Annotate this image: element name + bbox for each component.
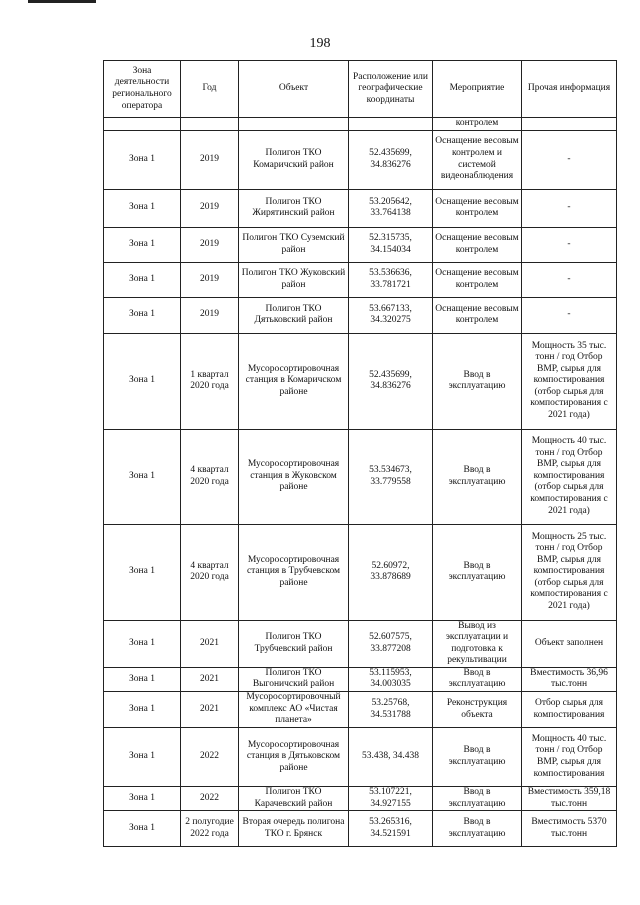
other-info-cell: Отбор сырья для компостирования	[522, 692, 617, 728]
other-info-cell: -	[522, 189, 617, 227]
page-number: 198	[309, 36, 331, 51]
object-cell: Полигон ТКО Жуковский район	[239, 262, 349, 297]
measure-cell: Оснащение весовым контролем и системой видеонаблюдения	[433, 130, 522, 189]
coordinates-cell: 52.315735, 34.154034	[349, 227, 433, 262]
table-row	[104, 333, 617, 429]
zone-cell: Зона 1	[104, 524, 181, 620]
year-cell: 2021	[181, 667, 239, 691]
table-row	[104, 667, 617, 691]
object-cell: Мусоросортировочная станция в Трубчевском районе	[239, 524, 349, 620]
other-info-cell: -	[522, 297, 617, 333]
table-row	[104, 524, 617, 620]
header-year: Год	[181, 61, 239, 118]
measure-cell: Реконструкция объекта	[433, 692, 522, 728]
top-rule	[28, 0, 96, 3]
table-row	[104, 297, 617, 333]
zone-cell: Зона 1	[104, 262, 181, 297]
object-cell: Вторая очередь полигона ТКО г. Брянск	[239, 811, 349, 847]
coordinates-cell: 52.60972, 33.878689	[349, 524, 433, 620]
measure-cell: Оснащение весовым контролем	[433, 189, 522, 227]
year-cell: 2022	[181, 787, 239, 811]
facilities-table	[103, 60, 617, 847]
other-info-cell: -	[522, 227, 617, 262]
table-row	[104, 811, 617, 847]
measure-cell: Оснащение весовым контролем	[433, 262, 522, 297]
table-row	[104, 728, 617, 787]
year-cell: 2021	[181, 620, 239, 667]
other-info-cell: Мощность 35 тыс. тонн / год Отбор ВМР, сырья для компостирования (отбор сырья для компостирования с 2021 года)	[522, 333, 617, 429]
other-info-cell: Мощность 25 тыс. тонн / год Отбор ВМР, сырья для компостирования (отбор сырья для компостирования с 2021 года)	[522, 524, 617, 620]
other-info-cell: -	[522, 130, 617, 189]
coordinates-cell: 52.435699, 34.836276	[349, 333, 433, 429]
zone-cell: Зона 1	[104, 227, 181, 262]
coordinates-cell: 53.115953, 34.003035	[349, 667, 433, 691]
measure-cell: Ввод в эксплуатацию	[433, 429, 522, 524]
measure-cell: Оснащение весовым контролем	[433, 227, 522, 262]
other-info-cell: Мощность 40 тыс. тонн / год Отбор ВМР, сырья для компостирования (отбор сырья для компостирования с 2021 года)	[522, 429, 617, 524]
measure-cell: Оснащение весовым контролем	[433, 297, 522, 333]
object-cell: Полигон ТКО Суземский район	[239, 227, 349, 262]
continuation-row	[104, 118, 617, 131]
table-row	[104, 429, 617, 524]
object-cell: Полигон ТКО Трубчевский район	[239, 620, 349, 667]
measure-cell: Ввод в эксплуатацию	[433, 524, 522, 620]
other-info-cell: -	[522, 262, 617, 297]
year-cell: 2022	[181, 728, 239, 787]
coordinates-cell: 53.25768, 34.531788	[349, 692, 433, 728]
year-cell: 2 полугодие 2022 года	[181, 811, 239, 847]
zone-cell: Зона 1	[104, 189, 181, 227]
year-cell: 2021	[181, 692, 239, 728]
zone-cell: Зона 1	[104, 811, 181, 847]
year-cell: 2019	[181, 227, 239, 262]
zone-cell: Зона 1	[104, 728, 181, 787]
table-row	[104, 227, 617, 262]
measure-cell: Ввод в эксплуатацию	[433, 728, 522, 787]
coordinates-cell: 53.205642, 33.764138	[349, 189, 433, 227]
table-row	[104, 262, 617, 297]
coordinates-cell: 53.536636, 33.781721	[349, 262, 433, 297]
measure-cell: Ввод в эксплуатацию	[433, 333, 522, 429]
year-cell: 4 квартал 2020 года	[181, 524, 239, 620]
table-row	[104, 620, 617, 667]
object-cell: Полигон ТКО Дятьковский район	[239, 297, 349, 333]
zone-cell: Зона 1	[104, 692, 181, 728]
header-object: Объект	[239, 61, 349, 118]
zone-cell: Зона 1	[104, 620, 181, 667]
other-info-cell: Мощность 40 тыс. тонн / год Отбор ВМР, сырья для компостирования	[522, 728, 617, 787]
object-cell: Полигон ТКО Жирятинский район	[239, 189, 349, 227]
object-cell: Полигон ТКО Карачевский район	[239, 787, 349, 811]
measure-cell: Вывод из эксплуатации и подготовка к рекультивации	[433, 620, 522, 667]
measure-cell: Ввод в эксплуатацию	[433, 667, 522, 691]
header-coordinates: Расположение или географические координаты	[349, 61, 433, 118]
year-cell: 2019	[181, 262, 239, 297]
zone-cell: Зона 1	[104, 297, 181, 333]
measure-cell: Ввод в эксплуатацию	[433, 811, 522, 847]
table-row	[104, 189, 617, 227]
coordinates-cell: 53.667133, 34.320275	[349, 297, 433, 333]
object-cell: Мусоросортировочная станция в Дятьковском районе	[239, 728, 349, 787]
other-info-cell: Вместимость 359,18 тыс.тонн	[522, 787, 617, 811]
zone-cell: Зона 1	[104, 787, 181, 811]
coordinates-cell: 53.438, 34.438	[349, 728, 433, 787]
table-header-row	[104, 61, 617, 118]
object-cell: Мусоросортировочная станция в Комаричском районе	[239, 333, 349, 429]
other-info-cell: Объект заполнен	[522, 620, 617, 667]
year-cell: 2019	[181, 297, 239, 333]
header-measure: Мероприятие	[433, 61, 522, 118]
year-cell: 4 квартал 2020 года	[181, 429, 239, 524]
object-cell: Полигон ТКО Комаричский район	[239, 130, 349, 189]
object-cell: Мусоросортировочный комплекс АО «Чистая планета»	[239, 692, 349, 728]
coordinates-cell: 52.435699, 34.836276	[349, 130, 433, 189]
other-info-cell: Вместимость 5370 тыс.тонн	[522, 811, 617, 847]
coordinates-cell: 52.607575, 33.877208	[349, 620, 433, 667]
header-other-info: Прочая информация	[522, 61, 617, 118]
object-cell: Мусоросортировочная станция в Жуковском районе	[239, 429, 349, 524]
table-row	[104, 692, 617, 728]
year-cell: 2019	[181, 189, 239, 227]
header-zone: Зона деятельности регионального оператора	[104, 61, 181, 118]
zone-cell: Зона 1	[104, 667, 181, 691]
coordinates-cell: 53.107221, 34.927155	[349, 787, 433, 811]
object-cell: Полигон ТКО Выгоничский район	[239, 667, 349, 691]
table-row	[104, 787, 617, 811]
coordinates-cell: 53.534673, 33.779558	[349, 429, 433, 524]
coordinates-cell: 53.265316, 34.521591	[349, 811, 433, 847]
continuation-cell: контролем	[433, 118, 522, 131]
zone-cell: Зона 1	[104, 333, 181, 429]
measure-cell: Ввод в эксплуатацию	[433, 787, 522, 811]
year-cell: 1 квартал 2020 года	[181, 333, 239, 429]
zone-cell: Зона 1	[104, 429, 181, 524]
year-cell: 2019	[181, 130, 239, 189]
zone-cell: Зона 1	[104, 130, 181, 189]
table-row	[104, 130, 617, 189]
other-info-cell: Вместимость 36,96 тыс.тонн	[522, 667, 617, 691]
